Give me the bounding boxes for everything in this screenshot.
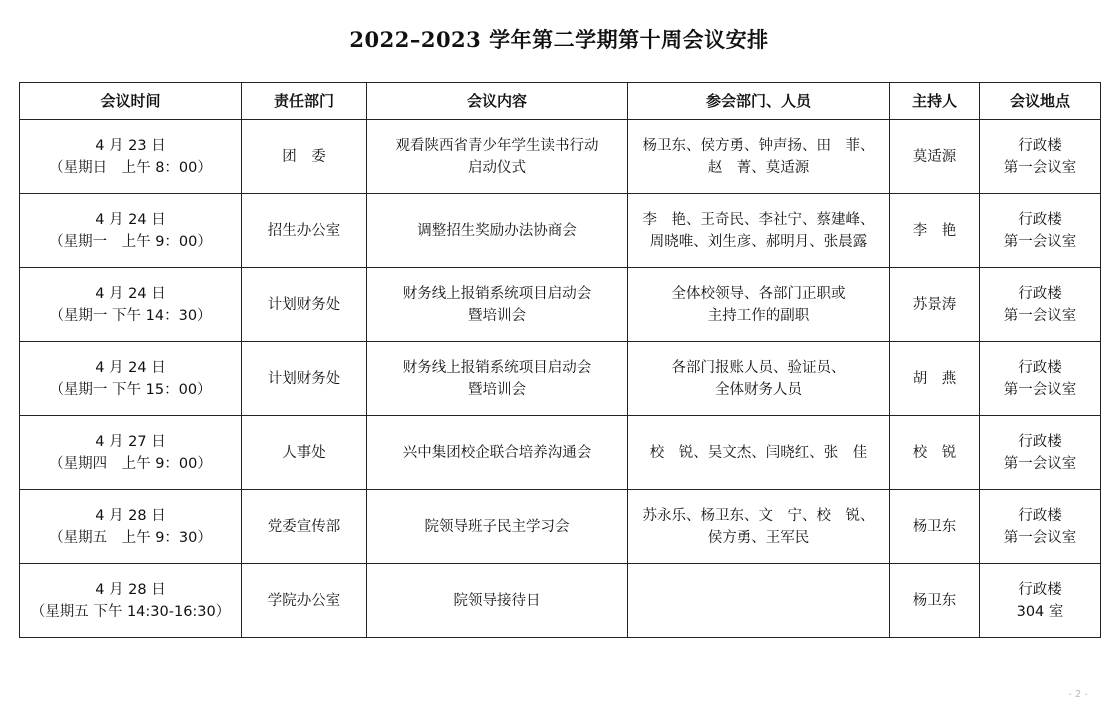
- table-row: [20, 342, 1101, 416]
- header-time: 会议时间: [20, 83, 242, 120]
- content-line: 院领导班子民主学习会: [424, 518, 570, 535]
- meeting-schedule-table: [19, 82, 1101, 638]
- location-line: 行政楼: [1018, 433, 1062, 450]
- participants-line: 李 艳、王奇民、李社宁、蔡建峰、: [642, 211, 875, 228]
- location-line: 行政楼: [1018, 285, 1062, 302]
- content-line: 暨培训会: [468, 381, 526, 398]
- cell-host: 杨卫东: [890, 490, 980, 564]
- cell-department: 招生办公室: [242, 194, 367, 268]
- table-header-row: [20, 83, 1101, 120]
- cell-content: [367, 416, 628, 490]
- cell-participants: [628, 268, 890, 342]
- cell-time: [20, 564, 242, 638]
- location-line: 第一会议室: [1003, 307, 1077, 324]
- location-line: 行政楼: [1018, 137, 1062, 154]
- meeting-weekday-time: （星期四 上午 9：00）: [49, 455, 212, 472]
- participants-line: 苏永乐、杨卫东、文 宁、校 锐、: [642, 507, 875, 524]
- cell-content: [367, 194, 628, 268]
- cell-department: 党委宣传部: [242, 490, 367, 564]
- meeting-date: 4 月 28 日: [95, 581, 166, 598]
- cell-department: 学院办公室: [242, 564, 367, 638]
- cell-participants: [628, 342, 890, 416]
- meeting-date: 4 月 28 日: [95, 507, 166, 524]
- cell-location: [980, 120, 1101, 194]
- content-line: 调整招生奖励办法协商会: [417, 222, 577, 239]
- cell-host: 杨卫东: [890, 564, 980, 638]
- location-line: 行政楼: [1018, 211, 1062, 228]
- cell-time: [20, 416, 242, 490]
- location-line: 第一会议室: [1003, 381, 1077, 398]
- meeting-weekday-time: （星期五 上午 9：30）: [49, 529, 212, 546]
- participants-line: 周晓唯、刘生彦、郝明月、张晨露: [649, 233, 868, 250]
- cell-department: 人事处: [242, 416, 367, 490]
- meeting-weekday-time: （星期日 上午 8：00）: [49, 159, 212, 176]
- meeting-weekday-time: （星期一 上午 9：00）: [49, 233, 212, 250]
- meeting-date: 4 月 24 日: [95, 285, 166, 302]
- cell-content: [367, 564, 628, 638]
- cell-location: [980, 194, 1101, 268]
- cell-department: 团 委: [242, 120, 367, 194]
- meeting-weekday-time: （星期五 下午 14:30-16:30）: [30, 603, 231, 620]
- meeting-date: 4 月 23 日: [95, 137, 166, 154]
- participants-line: 赵 菁、莫适源: [707, 159, 810, 176]
- header-content: 会议内容: [367, 83, 628, 120]
- cell-department: 计划财务处: [242, 342, 367, 416]
- location-line: 行政楼: [1018, 507, 1062, 524]
- cell-location: [980, 490, 1101, 564]
- content-line: 财务线上报销系统项目启动会: [402, 285, 592, 302]
- cell-content: [367, 120, 628, 194]
- document-title: 2022–2023 学年第二学期第十周会议安排: [349, 27, 769, 52]
- content-line: 启动仪式: [468, 159, 526, 176]
- location-line: 304 室: [1016, 603, 1064, 620]
- cell-time: [20, 342, 242, 416]
- header-participants: 参会部门、人员: [628, 83, 890, 120]
- cell-host: 校 锐: [890, 416, 980, 490]
- participants-line: 各部门报账人员、验证员、: [671, 359, 846, 376]
- participants-line: 全体校领导、各部门正职或: [671, 285, 846, 302]
- table-row: [20, 416, 1101, 490]
- cell-location: [980, 342, 1101, 416]
- participants-line: 全体财务人员: [715, 381, 802, 398]
- location-line: 第一会议室: [1003, 455, 1077, 472]
- cell-host: 李 艳: [890, 194, 980, 268]
- table-row: [20, 120, 1101, 194]
- cell-time: [20, 194, 242, 268]
- meeting-date: 4 月 27 日: [95, 433, 166, 450]
- content-line: 暨培训会: [468, 307, 526, 324]
- cell-location: [980, 416, 1101, 490]
- location-line: 第一会议室: [1003, 529, 1077, 546]
- cell-time: [20, 120, 242, 194]
- cell-participants: [628, 194, 890, 268]
- cell-participants-empty: [628, 564, 890, 638]
- cell-host: 胡 燕: [890, 342, 980, 416]
- content-line: 院领导接待日: [453, 592, 541, 609]
- cell-host: 莫适源: [890, 120, 980, 194]
- participants-line: 主持工作的副职: [707, 307, 810, 324]
- table-row: [20, 564, 1101, 638]
- cell-participants: [628, 490, 890, 564]
- cell-time: [20, 490, 242, 564]
- meeting-weekday-time: （星期一 下午 14：30）: [49, 307, 212, 324]
- location-line: 第一会议室: [1003, 159, 1077, 176]
- cell-location: [980, 268, 1101, 342]
- cell-time: [20, 268, 242, 342]
- cell-content: [367, 268, 628, 342]
- meeting-date: 4 月 24 日: [95, 359, 166, 376]
- location-line: 行政楼: [1018, 359, 1062, 376]
- participants-line: 校 锐、吴文杰、闫晓红、张 佳: [649, 444, 868, 461]
- content-line: 观看陕西省青少年学生读书行动: [395, 137, 599, 154]
- header-host: 主持人: [890, 83, 980, 120]
- header-location: 会议地点: [980, 83, 1101, 120]
- cell-host: 苏景涛: [890, 268, 980, 342]
- table-row: [20, 490, 1101, 564]
- participants-line: 侯方勇、王军民: [707, 529, 810, 546]
- location-line: 第一会议室: [1003, 233, 1077, 250]
- cell-participants: [628, 416, 890, 490]
- cell-department: 计划财务处: [242, 268, 367, 342]
- meeting-weekday-time: （星期一 下午 15：00）: [49, 381, 212, 398]
- table-row: [20, 194, 1101, 268]
- page-number: - 2 -: [1068, 689, 1088, 700]
- content-line: 财务线上报销系统项目启动会: [402, 359, 592, 376]
- table-row: [20, 268, 1101, 342]
- cell-location: [980, 564, 1101, 638]
- content-line: 兴中集团校企联合培养沟通会: [402, 444, 592, 461]
- header-department: 责任部门: [242, 83, 367, 120]
- cell-content: [367, 342, 628, 416]
- location-line: 行政楼: [1018, 581, 1062, 598]
- meeting-date: 4 月 24 日: [95, 211, 166, 228]
- cell-participants: [628, 120, 890, 194]
- cell-content: [367, 490, 628, 564]
- participants-line: 杨卫东、侯方勇、钟声扬、田 菲、: [642, 137, 875, 154]
